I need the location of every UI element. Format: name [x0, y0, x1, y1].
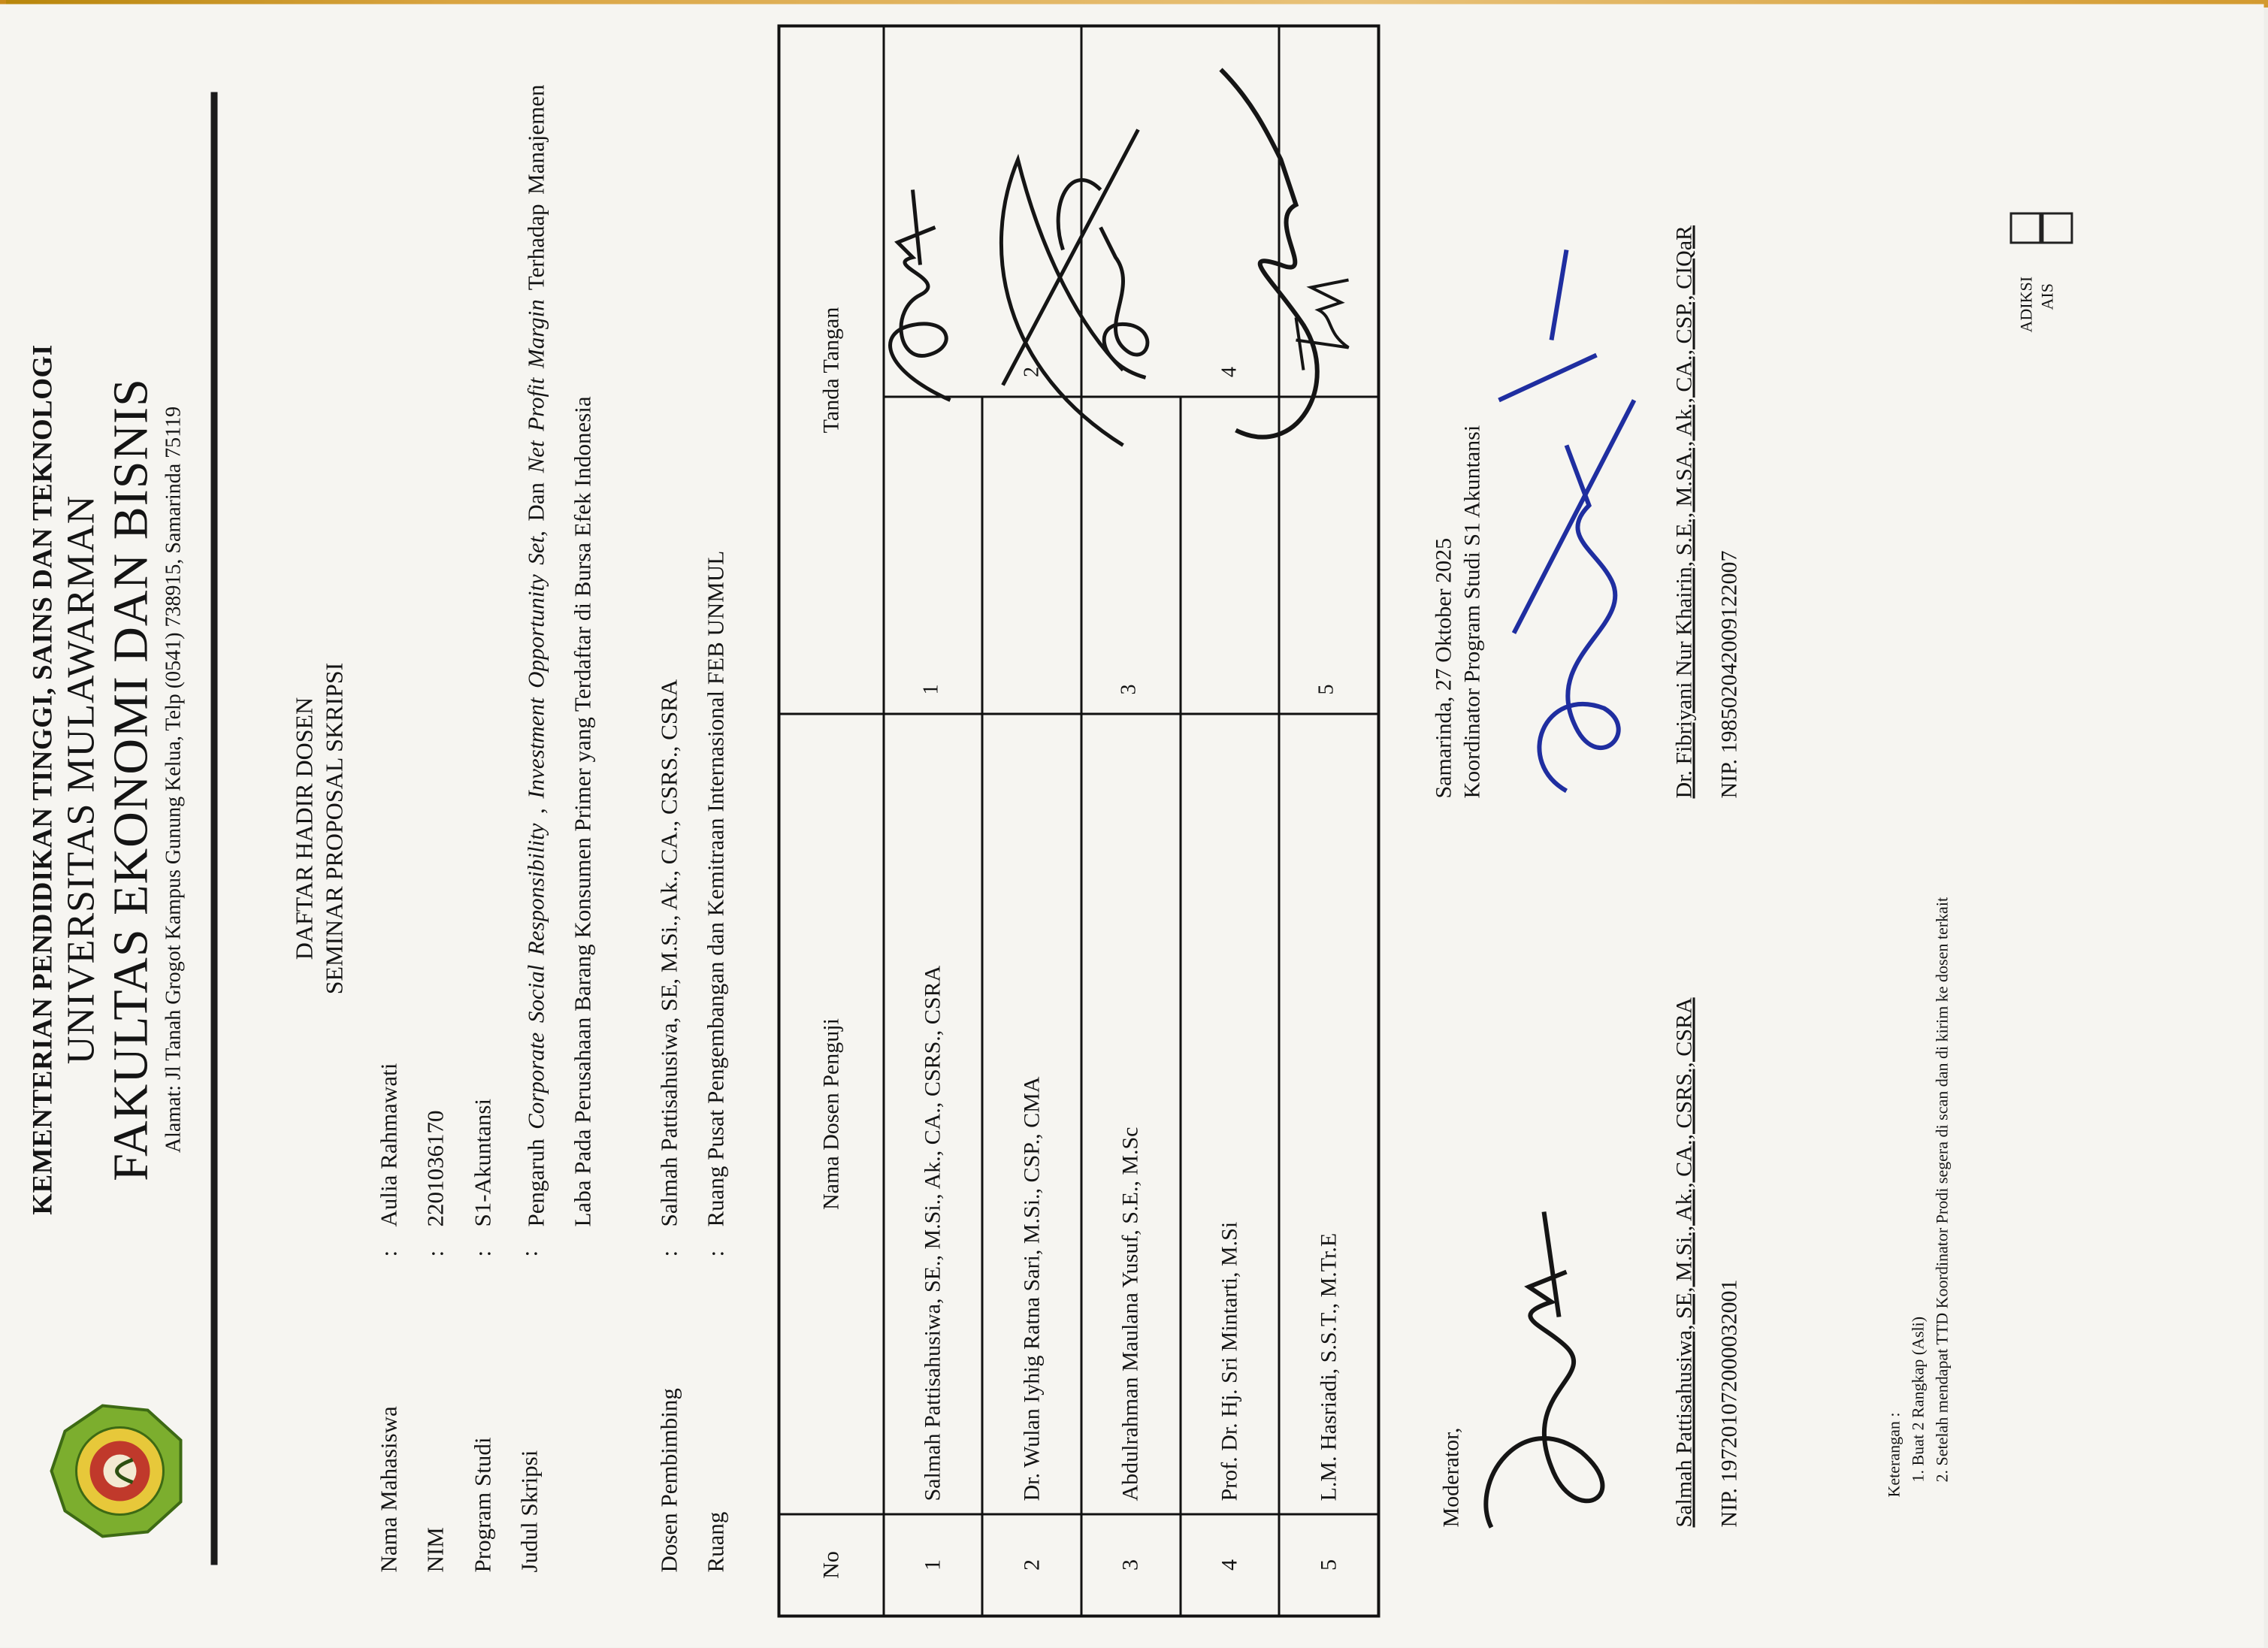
note-item: 1. Buat 2 Rangkap (Asli) — [1908, 1316, 1928, 1483]
coordinator-signature-drawing — [1484, 235, 1657, 821]
row-number: 5 — [1279, 1514, 1378, 1616]
header-divider — [211, 92, 218, 1565]
value-judul-skripsi — [513, 85, 606, 1227]
document-page — [0, 5, 2264, 1648]
university-name: UNIVERSITAS MULAWARMAN — [59, 494, 103, 1065]
judul-text: Terhadap Manajemen Laba Pada Perusahaan Barang Konsumen Primer yang Terdaftar di Bursa Efek Indonesia — [522, 84, 596, 1227]
lecturer-name: Salmah Pattisahusiwa, SE., M.Si., Ak., CA., CSRS., CSRA — [884, 714, 983, 1514]
label-nim: NIM — [422, 1527, 449, 1573]
lecturer-name: L.M. Hasriadi, S.S.T., M.Tr.E — [1279, 714, 1378, 1514]
signature-5-drawing — [1281, 235, 1364, 386]
label-judul-skripsi: Judul Skripsi — [516, 1450, 543, 1573]
value-ruang: Ruang Pusat Pengembangan dan Kemitraan Internasional FEB UNMUL — [702, 550, 729, 1227]
coordinator-role: Koordinator Program Studi S1 Akuntansi — [1459, 425, 1485, 799]
signature-1-drawing — [868, 175, 973, 416]
lecturer-name: Prof. Dr. Hj. Sri Mintarti, M.Si — [1181, 714, 1280, 1514]
colon: : — [655, 1250, 682, 1257]
signature-number: 1 — [919, 684, 943, 695]
judul-italic: Net Profit Margin — [522, 299, 549, 473]
colon: : — [375, 1250, 402, 1257]
signature-number: 5 — [1314, 684, 1338, 695]
value-nim: 2201036170 — [422, 1110, 449, 1227]
label-dosen-pembimbing: Dosen Pembimbing — [655, 1388, 682, 1573]
letterhead — [26, 160, 189, 1400]
moderator-name: Salmah Pattisahusiwa, SE, M.Si., Ak., CA., CSRS., CSRA — [1671, 997, 1697, 1528]
colon: : — [469, 1250, 496, 1257]
signature-number: 4 — [1217, 367, 1241, 378]
faculty-address: Alamat: Jl Tanah Grogot Kampus Gunung Kelua, Telp (0541) 738915, Samarinda 75119 — [162, 406, 186, 1154]
row-number: 2 — [982, 1514, 1081, 1616]
value-nama-mahasiswa: Aulia Rahmawati — [375, 1063, 402, 1227]
header-no: No — [779, 1514, 884, 1616]
colon: : — [422, 1250, 449, 1257]
value-program-studi: S1-Akuntansi — [469, 1099, 496, 1227]
note-item: 2. Setelah mendapat TTD Koordinator Prodi segera di scan dan di kirim ke dosen terkait — [1932, 897, 1952, 1483]
lecturer-name: Dr. Wulan Iyhig Ratna Sari, M.Si., CSP., CMA — [982, 714, 1081, 1514]
document-subtitle: SEMINAR PROPOSAL SKRIPSI — [320, 662, 348, 995]
signature-3-drawing — [1078, 205, 1169, 401]
checkbox-ais — [2042, 213, 2073, 244]
judul-italic: Investment Opportunity Set — [522, 536, 549, 799]
colon: : — [702, 1250, 729, 1257]
checkbox-adiksi — [2010, 213, 2042, 244]
ministry-name: KEMENTERIAN PENDIDIKAN TINGGI, SAINS DAN TEKNOLOGI — [27, 344, 59, 1215]
label-program-studi: Program Studi — [469, 1437, 496, 1573]
moderator-signature-drawing — [1462, 1197, 1650, 1543]
label-ruang: Ruang — [702, 1511, 729, 1573]
document-title: DAFTAR HADIR DOSEN — [290, 697, 318, 960]
distribution-ais: AIS — [2037, 283, 2057, 310]
row-number: 3 — [1081, 1514, 1181, 1616]
university-logo-icon — [49, 1400, 192, 1543]
header-tanda-tangan: Tanda Tangan — [779, 26, 884, 715]
signature-cell — [884, 397, 983, 714]
label-nama-mahasiswa: Nama Mahasiswa — [375, 1406, 402, 1573]
coordinator-name: Dr. Fibriyani Nur Khairin, S.E., M.SA., Ak., CA., CSP., CIQaR — [1671, 225, 1697, 799]
value-dosen-pembimbing: Salmah Pattisahusiwa, SE, M.Si., Ak., CA., CSRS., CSRA — [655, 679, 682, 1227]
distribution-adiksi: ADIKSI — [2016, 276, 2036, 333]
signature-number: 2 — [1020, 367, 1044, 378]
row-number: 1 — [884, 1514, 983, 1616]
notes-title: Keterangan : — [1884, 1412, 1904, 1498]
document-titles — [289, 92, 349, 1565]
signature-number: 3 — [1117, 684, 1141, 695]
faculty-name: FAKULTAS EKONOMI DAN BISNIS — [103, 378, 159, 1181]
judul-text: , Dan — [522, 473, 549, 537]
moderator-nip: NIP. 197201072000032001 — [1716, 1279, 1742, 1528]
notes — [1882, 897, 1955, 1498]
judul-text: Pengaruh — [522, 1129, 549, 1227]
lecturer-name: Abdulrahman Maulana Yusuf, S.E., M.Sc — [1081, 714, 1181, 1514]
coordinator-nip: NIP. 198502042009122007 — [1716, 550, 1742, 799]
moderator-label: Moderator, — [1438, 1427, 1464, 1528]
colon: : — [516, 1250, 543, 1257]
judul-italic: Corporate Social Responsibility — [522, 823, 549, 1129]
judul-text: , — [522, 798, 549, 824]
header-nama-dosen: Nama Dosen Penguji — [779, 714, 884, 1514]
row-number: 4 — [1181, 1514, 1280, 1616]
place-date: Samarinda, 27 Oktober 2025 — [1431, 537, 1456, 799]
